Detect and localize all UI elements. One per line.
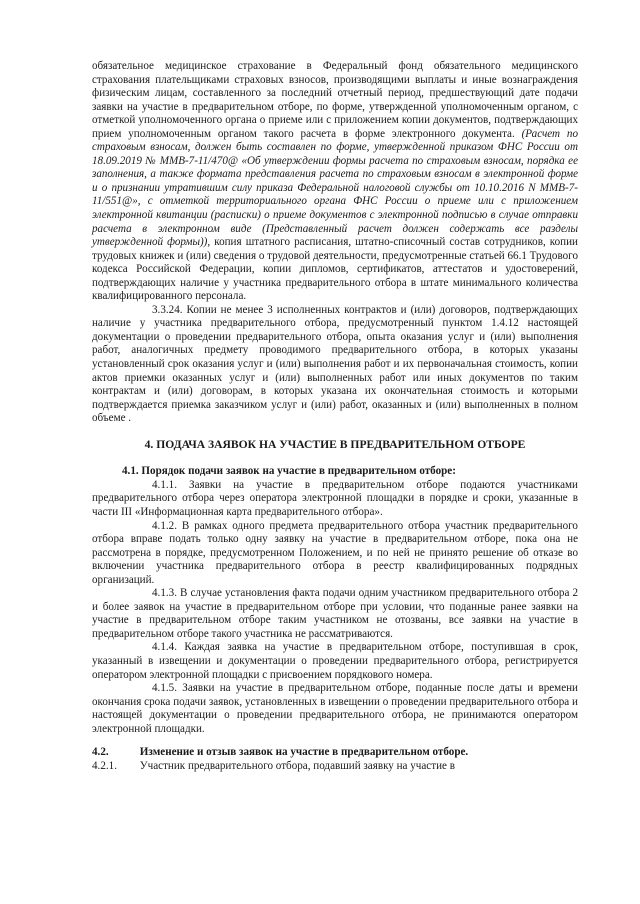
clause-text: Участник предварительного отбора, подавший заявку на участие в: [139, 759, 455, 772]
clause-text: Копии не менее 3 исполненных контрактов и (или) договоров, подтверждающих наличие у участника предварительного отбора, предусмотренный пунктом 1.4.12 настоящей документации о проведении предварительного отбора, опыта оказания услуг и (или) выполнения работ, аналогичных предмету проводимого предварительного отбора, в которых указаны установленный срок оказания услуг и (или) выполнения работ и их первоначальная стоимость, копии актов приемки оказанных услуг и (или) выполненных работ или иных документов по таким контрактам и (или) договорам, в которых указана их окончательная стоимость и которыми подтверждается приемка заказчиком услуг и (или) работ, оказанных и (или) выполненных в полном объеме .: [92, 303, 578, 425]
subsection-4-2-title: [92, 746, 578, 760]
subsection-4-1-title: 4.1. Порядок подачи заявок на участие в предварительном отборе:: [122, 465, 456, 478]
paragraph-4-1-4: [92, 641, 578, 682]
paragraph-insurance-calculation: [92, 60, 578, 304]
clause-number: 4.1.1.: [152, 478, 177, 491]
paragraph-4-1-1: [92, 479, 578, 520]
paragraph-4-1-3: [92, 587, 578, 641]
subsection-text: Изменение и отзыв заявок на участие в предварительном отборе.: [139, 746, 469, 759]
clause-text: Заявки на участие в предварительном отборе подаются участниками предварительного отбора через оператора электронной площадки в порядке и сроки, указанные в части III «Информационная карта предварительного отбора».: [92, 478, 578, 518]
paragraph-4-1-5: [92, 682, 578, 736]
clause-number: 4.1.4.: [152, 641, 177, 654]
clause-number: 3.3.24.: [152, 303, 183, 316]
clause-text: Заявки на участие в предварительном отборе, поданные после даты и времени окончания срока подачи заявок, установленных в извещении о проведении предварительного отбора и настоящей документации о проведении предварительного отбора, не принимаются оператором электронной площадки.: [92, 682, 578, 735]
clause-text: Каждая заявка на участие в предварительном отборе, поступившая в срок, указанный в извещении и документации о проведении предварительного отбора, регистрируется оператором электронной площадки с присвоением порядкового номера.: [92, 641, 578, 681]
clause-number: 4.1.2.: [152, 519, 177, 532]
clause-number: 4.1.5.: [152, 682, 177, 695]
paragraph-text: обязательное медицинское страхование в Федеральный фонд обязательного медицинского страхования плательщиками страховых взносов, производящими выплаты и иные вознаграждения физическим лицам, составленного за последний отчетный период, предшествующий дате подачи заявки на участие в предварительном отборе, по форме, утвержденной уполномоченным органом, с отметкой уполномоченного органа о приеме или с приложением копии документов, подтверждающих прием уполномоченным органом такого расчета в форме электронного документа.: [92, 60, 578, 140]
clause-number: 4.1.3.: [152, 587, 177, 600]
paragraph-italic-note: (Расчет по страховым взносам, должен быть составлен по форме, утвержденной приказом ФНС России от 18.09.2019 № ММВ-7-11/470@ «Об утверждении формы расчета по страховым взносам, порядка ее заполнения, а также формата представления расчета по страховым взносам в электронной форме и о признании утратившим силу приказа Федеральной налоговой службы от 10.10.2016 N ММВ-7-11/551@», с отметкой территориального органа ФНС России о приеме или с приложением электронной квитанции (расписки) о приеме документов с электронной подписью в случае отправки расчета в электронном виде (Представленный расчет должен содержать все разделы утвержденной формы)),: [92, 127, 578, 249]
clause-text: В рамках одного предмета предварительного отбора участник предварительного отбора вправе подать только одну заявку на участие в предварительном отборе, пока она не рассмотрена в порядке, предусмотренном Положением, и по ней не принято решение об отказе во включении участника предварительного отбора в реестр квалифицированных подрядных организаций.: [92, 519, 578, 586]
paragraph-4-1-2: [92, 520, 578, 588]
subsection-number: 4.2.: [92, 746, 109, 759]
clause-text: В случае установления факта подачи одним участником предварительного отбора 2 и более заявок на участие в предварительном отборе при условии, что поданные ранее заявки на участие в предварительном отборе таким участником не отозваны, все заявки на участие в предварительном отборе такого участника не рассматриваются.: [92, 587, 578, 640]
paragraph-3-3-24: [92, 304, 578, 426]
paragraph-text-tail: копия штатного расписания, штатно-списочный состав сотрудников, копии трудовых книжек и (или) сведения о трудовой деятельности, предусмотренные статьей 66.1 Трудового кодекса Российской Федерации, копии дипломов, сертификатов, аттестатов и удостоверений, подтверждающих наличие у участника предварительного отбора в штате минимального количества квалифицированного персонала.: [92, 236, 578, 303]
section-heading: 4. ПОДАЧА ЗАЯВОК НА УЧАСТИЕ В ПРЕДВАРИТЕЛЬНОМ ОТБОРЕ: [144, 437, 526, 451]
paragraph-4-2-1: [92, 760, 578, 774]
clause-number: 4.2.1.: [92, 759, 117, 772]
